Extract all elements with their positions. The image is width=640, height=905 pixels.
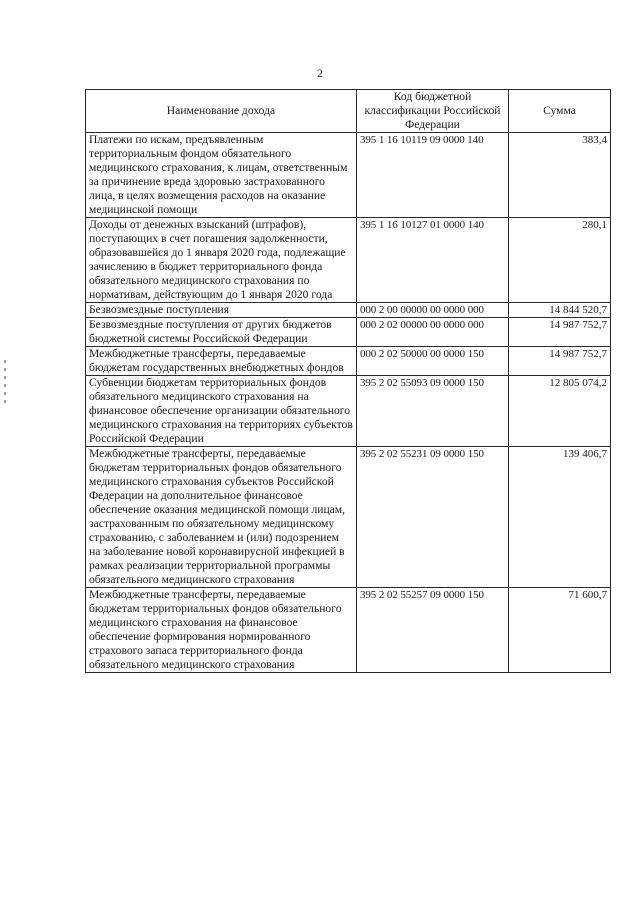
row-sum: 14 987 752,7 <box>509 347 611 376</box>
table-header-row <box>86 90 611 133</box>
margin-marks <box>2 360 8 420</box>
row-name: Платежи по искам, предъявленным территориальным фондом обязательного медицинского страхования, к лицам, ответственным за причинение вреда здоровью застрахованного лица, в целях возмещения расходов на оказание медицинской помощи <box>86 133 357 218</box>
row-code: 000 2 02 50000 00 0000 150 <box>357 347 509 376</box>
row-name: Межбюджетные трансферты, передаваемые бюджетам территориальных фондов обязательного медицинского страхования субъектов Российской Федерации на дополнительное финансовое обеспечение оказания медицинской помощи лицам, застрахованным по обязательному медицинскому страхованию, с заболеванием и (или) подозрением на заболевание новой коронавирусной инфекцией в рамках реализации территориальной программы обязательного медицинского страхования <box>86 447 357 588</box>
table-row <box>86 133 611 218</box>
row-name: Межбюджетные трансферты, передаваемые бюджетам территориальных фондов обязательного медицинского страхования на финансовое обеспечение формирования нормированного страхового запаса территориального фонда обязательного медицинского страхования <box>86 588 357 673</box>
margin-mark <box>4 368 6 371</box>
row-sum: 383,4 <box>509 133 611 218</box>
row-sum: 14 987 752,7 <box>509 318 611 347</box>
table-row <box>86 588 611 673</box>
margin-mark <box>4 400 6 403</box>
row-name: Субвенции бюджетам территориальных фондов обязательного медицинского страхования на финансовое обеспечение организации обязательного медицинского страхования на территориях субъектов Российской Федерации <box>86 376 357 447</box>
row-code: 395 2 02 55257 09 0000 150 <box>357 588 509 673</box>
margin-mark <box>4 392 6 395</box>
row-code: 395 2 02 55231 09 0000 150 <box>357 447 509 588</box>
margin-mark <box>4 384 6 387</box>
row-name: Доходы от денежных взысканий (штрафов), поступающих в счет погашения задолженности, образовавшейся до 1 января 2020 года, подлежащие зачислению в бюджет территориального фонда обязательного медицинского страхования по нормативам, действующим до 1 января 2020 года <box>86 218 357 303</box>
revenue-table <box>85 89 611 673</box>
table-row <box>86 376 611 447</box>
table-row <box>86 218 611 303</box>
row-code: 000 2 00 00000 00 0000 000 <box>357 303 509 318</box>
row-sum: 71 600,7 <box>509 588 611 673</box>
row-name: Безвозмездные поступления <box>86 303 357 318</box>
table-row <box>86 447 611 588</box>
page-number: 2 <box>317 66 323 80</box>
row-sum: 12 805 074,2 <box>509 376 611 447</box>
row-code: 395 1 16 10119 09 0000 140 <box>357 133 509 218</box>
row-name: Безвозмездные поступления от других бюджетов бюджетной системы Российской Федерации <box>86 318 357 347</box>
margin-mark <box>4 376 6 379</box>
margin-mark <box>4 360 6 363</box>
row-code: 000 2 02 00000 00 0000 000 <box>357 318 509 347</box>
header-name: Наименование дохода <box>86 90 357 133</box>
row-code: 395 2 02 55093 09 0000 150 <box>357 376 509 447</box>
row-name: Межбюджетные трансферты, передаваемые бюджетам государственных внебюджетных фондов <box>86 347 357 376</box>
header-code: Код бюджетной классификации Российской Федерации <box>357 90 509 133</box>
row-sum: 139 406,7 <box>509 447 611 588</box>
row-sum: 14 844 520,7 <box>509 303 611 318</box>
row-code: 395 1 16 10127 01 0000 140 <box>357 218 509 303</box>
table-row <box>86 318 611 347</box>
row-sum: 280,1 <box>509 218 611 303</box>
table-row <box>86 347 611 376</box>
header-sum: Сумма <box>509 90 611 133</box>
table-row <box>86 303 611 318</box>
